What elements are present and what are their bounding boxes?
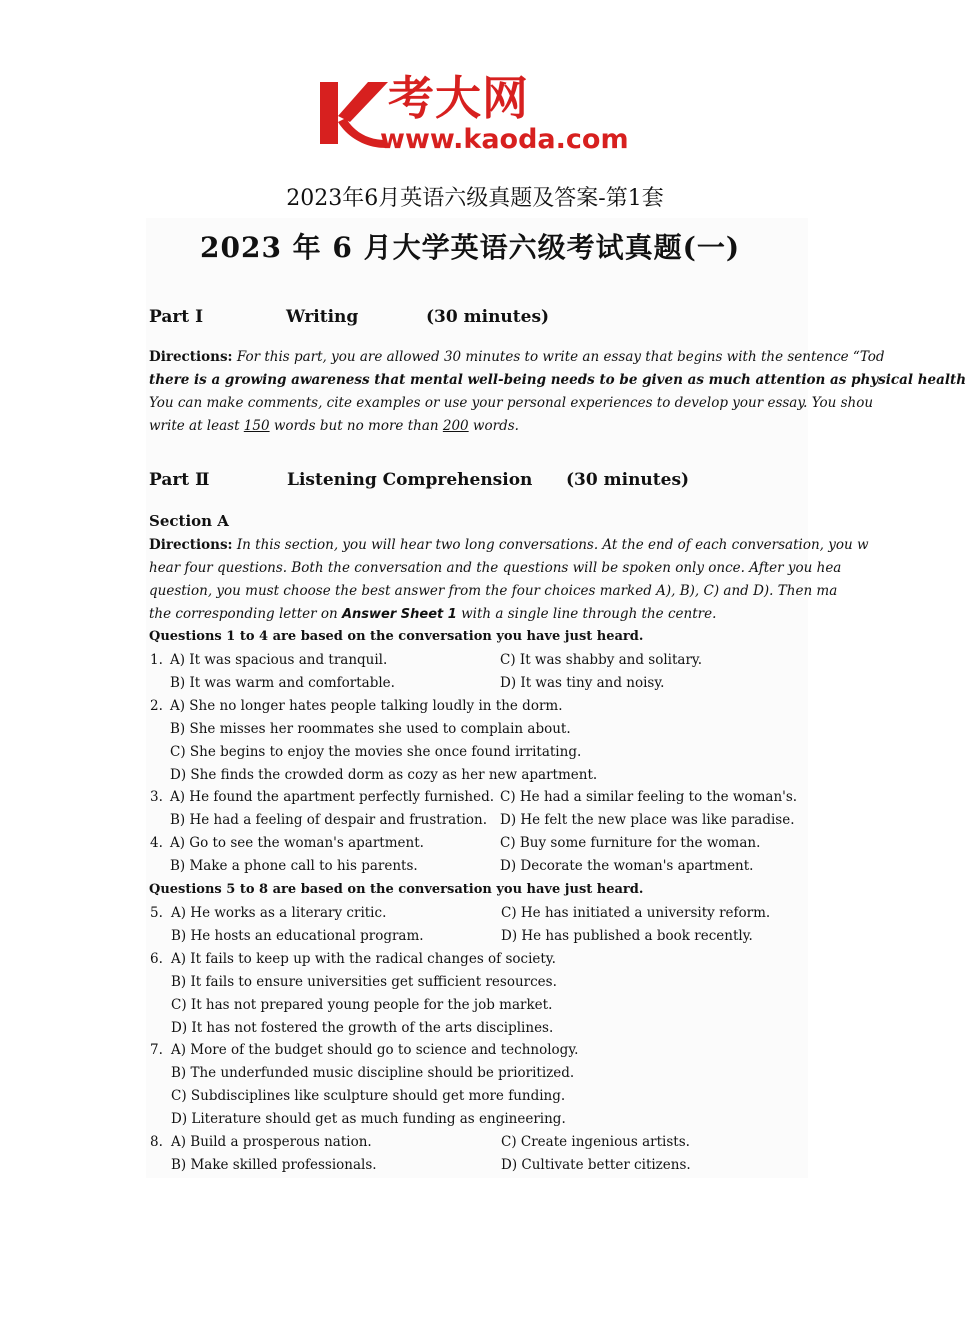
question-row [146, 1154, 808, 1177]
part-2-label: Part Ⅱ [149, 470, 210, 490]
answer-option: D) It has not fostered the growth of the arts disciplines. [171, 1019, 554, 1036]
question-number: 2. [150, 697, 163, 714]
max-words: 200 [442, 418, 469, 434]
min-words: 150 [243, 418, 270, 434]
part-1-dir-line-1: For this part, you are allowed 30 minutes to write an essay that begins with the sentence “Tod [236, 349, 885, 365]
question-row [146, 741, 808, 764]
answer-option: A) She no longer hates people talking loudly in the dorm. [170, 697, 563, 714]
answer-option: D) It was tiny and noisy. [500, 674, 665, 691]
logo-url-text: www.kaoda.com [380, 124, 629, 155]
answer-option: C) Buy some furniture for the woman. [500, 835, 761, 852]
answer-option: B) It was warm and comfortable. [170, 674, 395, 691]
directions-label: Directions: [149, 537, 233, 553]
answer-option: C) She begins to enjoy the movies she once found irritating. [170, 743, 582, 760]
question-number: 3. [150, 789, 163, 806]
part-2-dir-line-4a: the corresponding letter on [149, 606, 342, 622]
part-2-dir-line-2: hear four questions. Both the conversation and the questions will be spoken only once. After you hea [149, 560, 842, 576]
question-row [146, 1039, 808, 1062]
answer-option: A) Go to see the woman's apartment. [170, 835, 424, 852]
answer-option: C) Subdisciplines like sculpture should get more funding. [171, 1088, 566, 1105]
part-2-dir-line-3: question, you must choose the best answer from the four choices marked A), B), C) and D). Then ma [149, 583, 838, 599]
question-row [146, 948, 808, 971]
answer-option: B) He hosts an educational program. [171, 927, 424, 944]
question-row [146, 994, 808, 1017]
question-row [146, 1062, 808, 1085]
answer-option: D) She finds the crowded dorm as cozy as her new apartment. [170, 766, 598, 783]
part-1-directions [149, 346, 966, 438]
question-row [146, 855, 808, 878]
part-2-dir-line-4c: with a single line through the centre. [456, 606, 717, 622]
answer-option: D) He has published a book recently. [501, 927, 753, 944]
answer-sheet-label: Answer Sheet 1 [341, 607, 457, 622]
question-row [146, 672, 808, 695]
part-1-dir-line-2: there is a growing awareness that mental well-being needs to be given as much attention as physical health [149, 372, 966, 388]
question-row [146, 1017, 808, 1040]
answer-option: B) Make skilled professionals. [171, 1156, 377, 1173]
answer-option: A) He found the apartment perfectly furnished. [170, 789, 495, 806]
answer-option: A) Build a prosperous nation. [171, 1134, 372, 1150]
question-number: 6. [150, 950, 163, 967]
questions-5-8-heading: Questions 5 to 8 are based on the conversation you have just heard. [149, 882, 644, 897]
question-row [146, 902, 808, 925]
answer-option: B) She misses her roommates she used to complain about. [170, 720, 571, 737]
question-number: 8. [150, 1134, 163, 1150]
question-row [146, 971, 808, 994]
part-1-time: (30 minutes) [426, 307, 550, 327]
part-1-label: Part Ⅰ [149, 307, 204, 327]
question-row [146, 718, 808, 741]
question-row [146, 786, 808, 809]
question-row [146, 764, 808, 787]
part-1-dir-line-3: You can make comments, cite examples or use your personal experiences to develop your essay. You shou [149, 395, 874, 411]
answer-option: C) It was shabby and solitary. [500, 652, 703, 668]
question-row [146, 695, 808, 718]
part-1-dir-line-4c: words. [468, 418, 519, 434]
part-1-dir-line-4b: words but no more than [269, 418, 443, 434]
answer-option: D) He felt the new place was like paradise. [500, 812, 795, 829]
k-letter-logo-icon [318, 78, 388, 150]
exam-title: 2023 年 6 月大学英语六级考试真题(一) [200, 231, 741, 264]
answer-option: C) He had a similar feeling to the woman's. [500, 789, 798, 806]
part-2-directions [149, 534, 869, 626]
question-number: 4. [150, 835, 163, 852]
question-row [146, 1085, 808, 1108]
part-2-name: Listening Comprehension [287, 470, 533, 490]
question-row [146, 832, 808, 855]
part-1-dir-line-4a: write at least [149, 418, 244, 434]
answer-option: D) Cultivate better citizens. [501, 1156, 691, 1173]
questions-1-4-heading: Questions 1 to 4 are based on the conversation you have just heard. [149, 629, 644, 644]
answer-option: A) He works as a literary critic. [171, 905, 387, 921]
answer-option: C) Create ingenious artists. [501, 1134, 690, 1150]
answer-option: B) Make a phone call to his parents. [170, 858, 418, 875]
part-1-name: Writing [286, 307, 359, 327]
question-row [146, 1108, 808, 1131]
answer-option: D) Decorate the woman's apartment. [500, 858, 754, 875]
directions-label: Directions: [149, 349, 233, 365]
scanned-exam-page [146, 218, 966, 1178]
answer-option: A) More of the budget should go to science and technology. [171, 1042, 579, 1059]
answer-option: A) It was spacious and tranquil. [170, 652, 388, 668]
logo-brand-text: 考大网 [388, 71, 529, 125]
answer-option: D) Literature should get as much funding as engineering. [171, 1111, 566, 1128]
answer-option: B) It fails to ensure universities get sufficient resources. [171, 973, 557, 990]
answer-option: A) It fails to keep up with the radical changes of society. [171, 950, 556, 967]
answer-option: C) He has initiated a university reform. [501, 905, 771, 921]
question-number: 1. [150, 652, 163, 668]
document-title: 2023年6月英语六级真题及答案-第1套 [286, 186, 664, 211]
answer-option: C) It has not prepared young people for the job market. [171, 996, 553, 1013]
part-2-time: (30 minutes) [566, 470, 690, 490]
section-a-heading: Section A [149, 512, 229, 530]
question-row [146, 1131, 808, 1154]
question-number: 7. [150, 1042, 163, 1059]
answer-option: B) He had a feeling of despair and frustration. [170, 812, 488, 829]
question-row [146, 925, 808, 948]
answer-option: B) The underfunded music discipline should be prioritized. [171, 1065, 575, 1082]
question-number: 5. [150, 905, 163, 921]
kaoda-logo [318, 72, 648, 160]
part-2-dir-line-1: In this section, you will hear two long conversations. At the end of each conversation, you w [236, 537, 869, 553]
question-row [146, 649, 808, 672]
question-row [146, 809, 808, 832]
